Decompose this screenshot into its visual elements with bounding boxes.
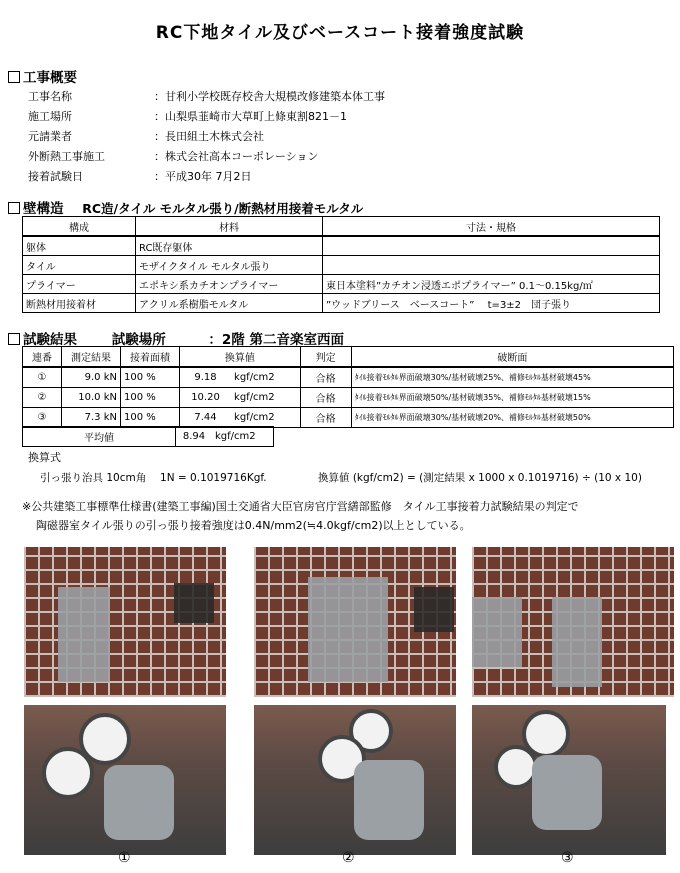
result-area: 100 %	[121, 408, 180, 428]
table-cell	[323, 256, 660, 275]
overview-label: 工事名称	[28, 90, 72, 103]
photo-tester-1	[24, 705, 226, 855]
result-measure: 9.0 kN	[62, 367, 121, 388]
table-row	[23, 388, 674, 408]
result-unit: kgf/cm2	[231, 388, 300, 408]
column-header: 構成	[23, 217, 136, 237]
structure-table	[22, 216, 660, 313]
result-fracture: ﾀｲﾙ接着ﾓﾙﾀﾙ界面破壊30%/基材破壊20%、補修ﾓﾙﾀﾙ基材破壊50%	[351, 408, 673, 428]
overview-row	[28, 108, 628, 124]
table-row	[23, 275, 660, 294]
table-cell: エポキシ系カチオンプライマー	[136, 275, 323, 294]
photo-caption-3: ③	[561, 850, 574, 866]
result-conv: 7.44	[180, 408, 232, 428]
result-unit: kgf/cm2	[231, 408, 300, 428]
note-line2: 陶磁器室タイル張りの引っ張り接着強度は0.4N/mm2(≒4.0kgf/cm2)以上としている。	[36, 519, 471, 532]
result-fracture: ﾀｲﾙ接着ﾓﾙﾀﾙ界面破壊30%/基材破壊25%、補修ﾓﾙﾀﾙ基材破壊45%	[351, 367, 673, 388]
average-table	[22, 426, 274, 447]
table-row	[23, 256, 660, 275]
note-line1: ※公共建築工事標準仕様書(建築工事編)国土交通省大臣官房官庁営繕部監修 タイル工事接着力試験結果の判定で	[22, 500, 579, 513]
average-row	[23, 427, 274, 447]
result-judge: 合格	[300, 388, 351, 408]
average-label: 平均値	[23, 427, 176, 447]
test-location-value: ：2階 第二音楽室西面	[208, 332, 344, 348]
table-cell: アクリル系樹脂モルタル	[136, 294, 323, 313]
test-location-label: 試験場所	[111, 332, 166, 348]
column-header: 寸法・規格	[323, 217, 660, 237]
table-cell: モザイクタイル モルタル張り	[136, 256, 323, 275]
formula-line1: 引っ張り治具 10cm角 1N = 0.1019716Kgf.	[40, 472, 267, 484]
overview-label: 元請業者	[28, 130, 72, 143]
table-cell: タイル	[23, 256, 136, 275]
table-cell: 断熱材用接着材	[23, 294, 136, 313]
wall-heading: 壁構造 RC造/タイル モルタル張り/断熱材用接着モルタル	[8, 197, 363, 217]
table-cell: プライマー	[23, 275, 136, 294]
column-header: 判定	[300, 347, 351, 368]
result-measure: 7.3 kN	[62, 408, 121, 428]
photo-tile-sample-2	[254, 547, 456, 697]
table-cell: 躯体	[23, 236, 136, 256]
overview-value: ：株式会社高本コーポレーション	[154, 150, 319, 163]
overview-label: 外断熱工事施工	[28, 150, 105, 163]
result-judge: 合格	[300, 367, 351, 388]
photo-tile-sample-3	[472, 547, 674, 697]
result-no: ①	[23, 367, 62, 388]
column-header: 破断面	[351, 347, 673, 368]
result-no: ②	[23, 388, 62, 408]
overview-label: 施工場所	[28, 110, 72, 123]
overview-value: ：山梨県韮崎市大草町上條東割821－1	[154, 110, 347, 123]
checkbox-icon	[8, 333, 20, 345]
page-title: RC下地タイル及びベースコート接着強度試験	[155, 23, 525, 43]
table-cell	[323, 236, 660, 256]
table-row	[23, 408, 674, 428]
result-no: ③	[23, 408, 62, 428]
table-header-row	[23, 347, 674, 368]
checkbox-icon	[8, 71, 20, 83]
overview-value: ：平成30年 7月2日	[154, 170, 252, 183]
table-row	[23, 236, 660, 256]
results-heading: 試験結果 試験場所 ：2階 第二音楽室西面	[8, 328, 344, 348]
column-header: 材料	[136, 217, 323, 237]
photo-tester-3	[472, 705, 666, 855]
formula-line2: 換算値 (kgf/cm2) = (測定結果 x 1000 x 0.1019716) ÷ (10 x 10)	[318, 472, 642, 484]
table-cell: 東日本塗料”カチオン浸透エポプライマー” 0.1～0.15kg/㎡	[323, 275, 660, 294]
results-table	[22, 346, 674, 428]
column-header: 接着面積	[121, 347, 180, 368]
table-row	[23, 294, 660, 313]
overview-row	[28, 88, 628, 104]
result-area: 100 %	[121, 388, 180, 408]
result-judge: 合格	[300, 408, 351, 428]
formula-heading: 換算式	[28, 451, 61, 464]
photo-caption-2: ②	[342, 850, 355, 866]
column-header: 測定結果	[62, 347, 121, 368]
overview-label: 接着試験日	[28, 170, 83, 183]
result-unit: kgf/cm2	[231, 367, 300, 388]
overview-row	[28, 168, 628, 184]
table-cell: RC既存躯体	[136, 236, 323, 256]
overview-value: ：甘利小学校既存校舎大規模改修建築本体工事	[154, 90, 385, 103]
photo-caption-1: ①	[118, 850, 131, 866]
result-area: 100 %	[121, 367, 180, 388]
photo-tester-2	[254, 705, 456, 855]
photo-tile-sample-1	[24, 547, 226, 697]
average-value: 8.94	[176, 427, 213, 447]
overview-heading: 工事概要	[8, 66, 77, 86]
result-measure: 10.0 kN	[62, 388, 121, 408]
checkbox-icon	[8, 202, 20, 214]
column-header: 換算値	[180, 347, 301, 368]
result-conv: 10.20	[180, 388, 232, 408]
table-header-row	[23, 217, 660, 237]
result-fracture: ﾀｲﾙ接着ﾓﾙﾀﾙ界面破壊50%/基材破壊35%、補修ﾓﾙﾀﾙ基材破壊15%	[351, 388, 673, 408]
overview-row	[28, 148, 628, 164]
wall-subtitle: RC造/タイル モルタル張り/断熱材用接着モルタル	[82, 201, 364, 216]
column-header: 連番	[23, 347, 62, 368]
table-cell: ”ウッドブリース ベースコート” t=3±2 団子張り	[323, 294, 660, 313]
table-row	[23, 367, 674, 388]
result-conv: 9.18	[180, 367, 232, 388]
overview-value: ：長田組土木株式会社	[154, 130, 264, 143]
average-unit: kgf/cm2	[212, 427, 274, 447]
overview-row	[28, 128, 628, 144]
